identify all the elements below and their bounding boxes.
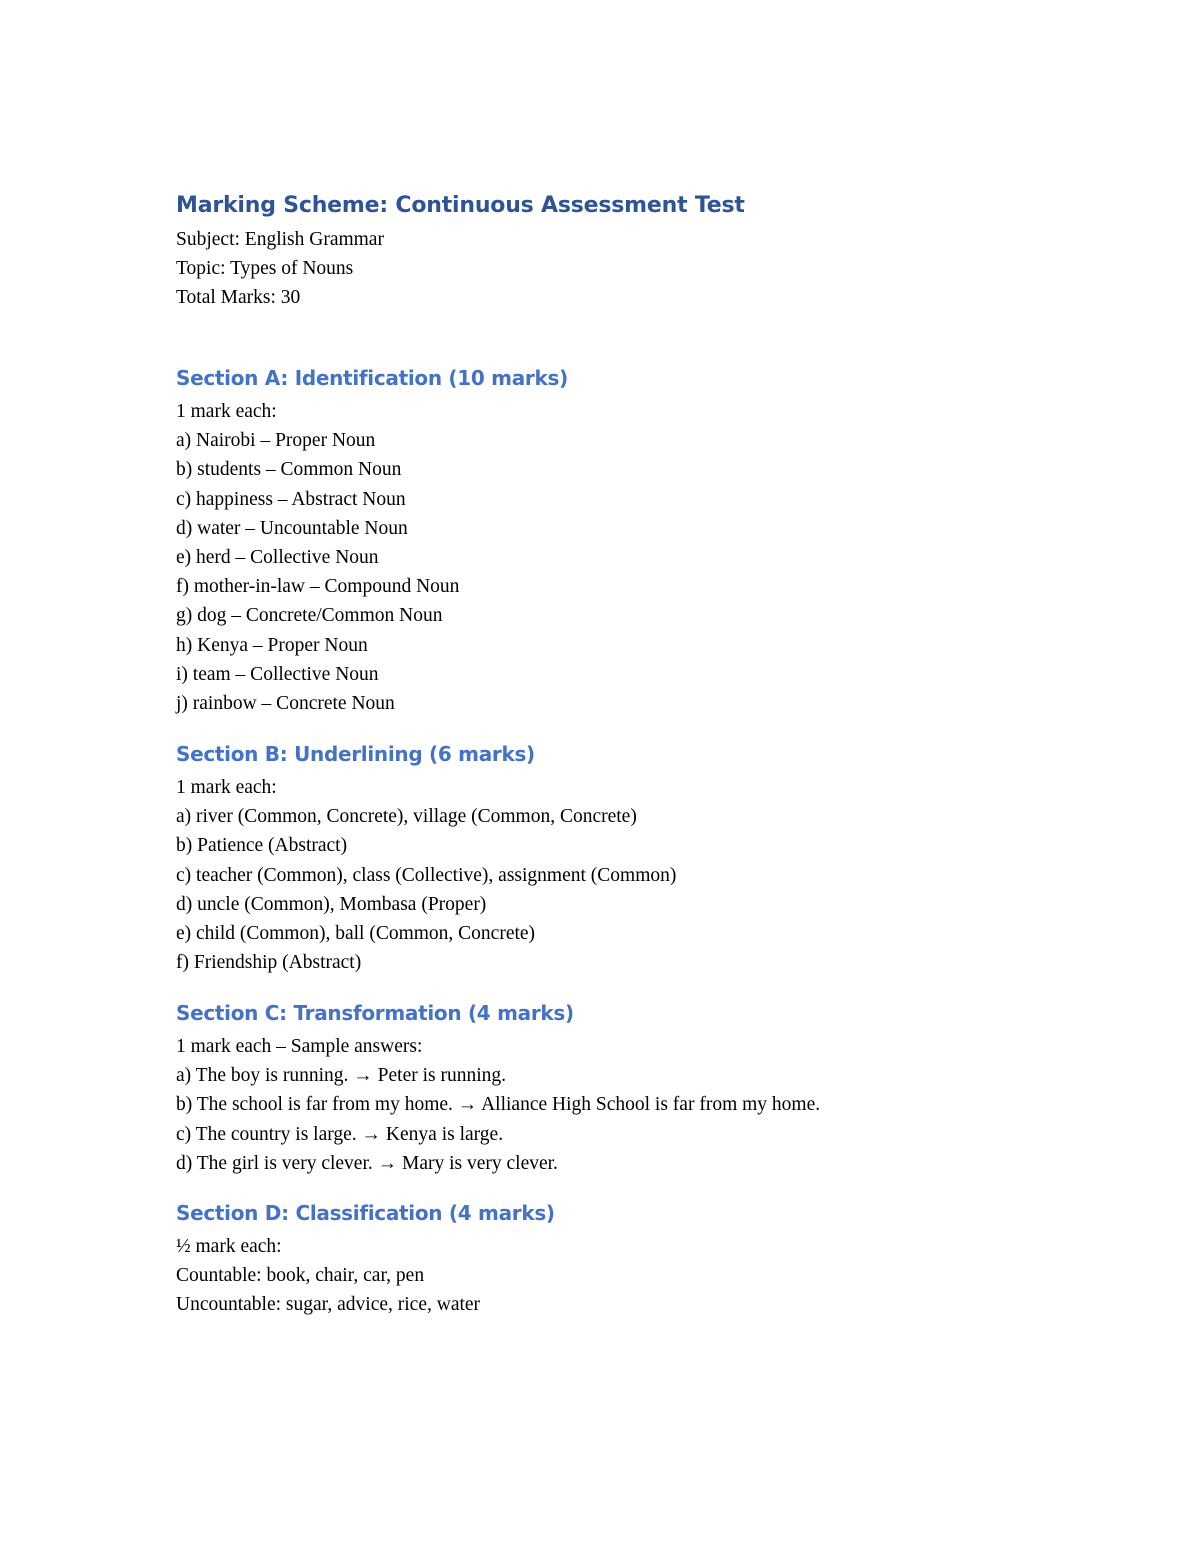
section-b — [176, 739, 1036, 977]
answer-line: b) students – Common Noun — [176, 459, 402, 481]
marks-note: 1 mark each: — [176, 777, 277, 798]
section-heading: Section C: Transformation (4 marks) — [176, 1001, 574, 1025]
answer-line: d) uncle (Common), Mombasa (Proper) — [176, 893, 487, 915]
section-c — [176, 998, 1036, 1178]
answer-line: a) Nairobi – Proper Noun — [176, 430, 376, 452]
marks-note: ½ mark each: — [176, 1236, 282, 1257]
answer-line: Uncountable: sugar, advice, rice, water — [176, 1294, 481, 1316]
section-heading: Section D: Classification (4 marks) — [176, 1201, 555, 1225]
document-title: Marking Scheme: Continuous Assessment Test — [176, 193, 745, 218]
answer-line: c) teacher (Common), class (Collective), assignment (Common) — [176, 864, 677, 886]
answer-line: Countable: book, chair, car, pen — [176, 1265, 425, 1287]
answer-line: f) mother-in-law – Compound Noun — [176, 576, 460, 598]
marks-note: 1 mark each: — [176, 401, 277, 422]
answer-line: f) Friendship (Abstract) — [176, 952, 362, 974]
answer-line: i) team – Collective Noun — [176, 663, 379, 685]
marks-note: 1 mark each – Sample answers: — [176, 1036, 423, 1057]
answer-line: b) Patience (Abstract) — [176, 835, 348, 857]
meta-total-marks: Total Marks: 30 — [176, 287, 301, 309]
answer-line: b) The school is far from my home. → Alliance High School is far from my home. — [176, 1094, 821, 1116]
answer-line: e) herd – Collective Noun — [176, 547, 379, 569]
answer-line: j) rainbow – Concrete Noun — [176, 693, 395, 715]
document-meta — [176, 225, 1036, 313]
answer-line: g) dog – Concrete/Common Noun — [176, 605, 443, 627]
section-d — [176, 1198, 1036, 1320]
answer-line: a) The boy is running. → Peter is running. — [176, 1065, 507, 1087]
answer-line: d) water – Uncountable Noun — [176, 517, 408, 539]
answer-line: d) The girl is very clever. → Mary is very clever. — [176, 1152, 558, 1174]
section-heading: Section A: Identification (10 marks) — [176, 366, 568, 390]
meta-subject: Subject: English Grammar — [176, 229, 384, 250]
document-body — [176, 191, 1036, 1316]
answer-line: a) river (Common, Concrete), village (Common, Concrete) — [176, 806, 637, 828]
answer-line: c) happiness – Abstract Noun — [176, 488, 406, 510]
meta-topic: Topic: Types of Nouns — [176, 258, 354, 280]
answer-line: c) The country is large. → Kenya is large. — [176, 1123, 504, 1145]
answer-line: e) child (Common), ball (Common, Concrete) — [176, 923, 536, 945]
answer-line: h) Kenya – Proper Noun — [176, 634, 368, 656]
section-a — [176, 363, 1036, 718]
section-heading: Section B: Underlining (6 marks) — [176, 742, 535, 766]
